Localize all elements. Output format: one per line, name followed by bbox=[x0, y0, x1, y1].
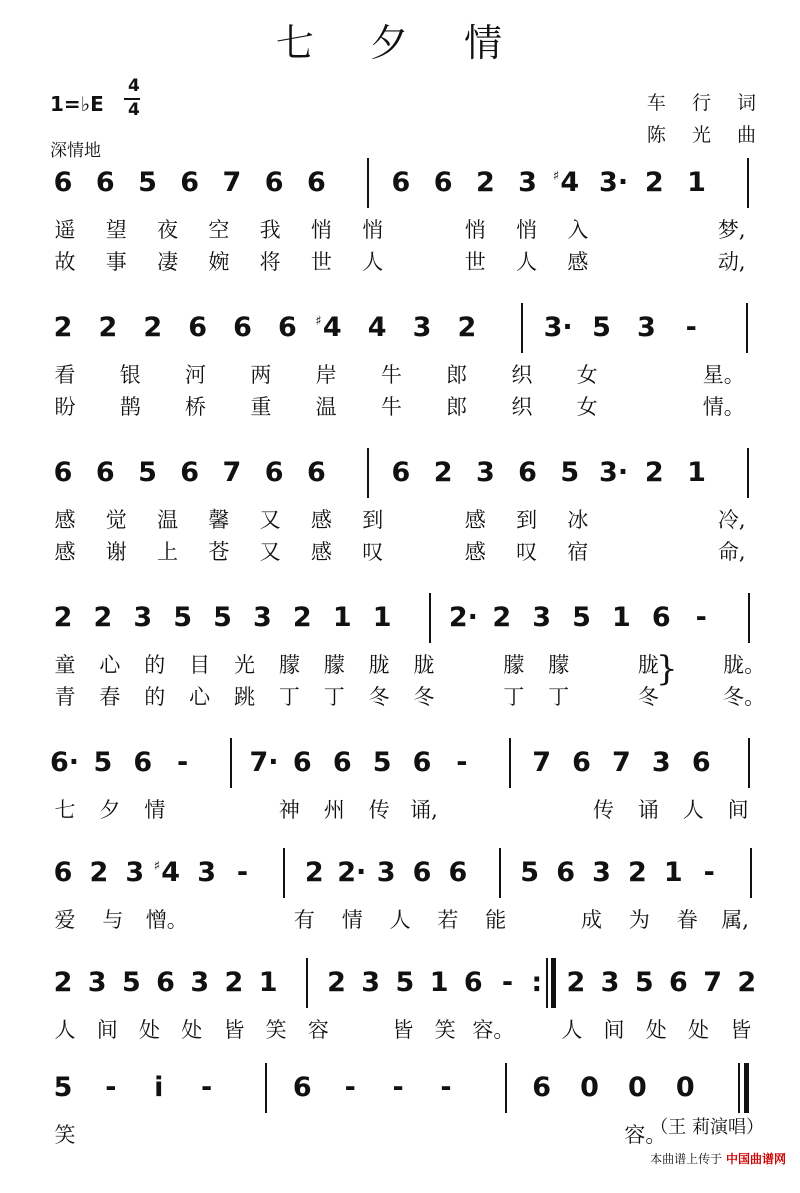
note: 6 bbox=[651, 602, 671, 633]
note: 2 bbox=[143, 312, 163, 343]
note: 1 bbox=[429, 967, 449, 998]
bar-line bbox=[744, 1063, 749, 1113]
note: 1 bbox=[663, 857, 683, 888]
sharp-accidental: ♯ bbox=[153, 859, 160, 874]
lyric-char: 命, bbox=[717, 540, 746, 564]
note: 1 bbox=[687, 167, 706, 198]
note: 2 bbox=[53, 312, 73, 343]
note: 1 bbox=[258, 967, 278, 998]
note: 3 bbox=[475, 457, 495, 488]
lyric-char: 感 bbox=[310, 540, 332, 564]
note: 7 bbox=[222, 457, 242, 488]
note: - bbox=[695, 602, 707, 633]
bar-line bbox=[367, 158, 369, 208]
key-signature: 1=♭E bbox=[50, 92, 104, 116]
lyric-char: 夕 bbox=[99, 798, 121, 822]
lyric-char: 望 bbox=[105, 218, 127, 242]
lyric-char: 冬 bbox=[637, 685, 659, 709]
lyric-char: 织 bbox=[511, 395, 533, 419]
lyric-char: 到 bbox=[516, 508, 538, 532]
lyric-char: 女 bbox=[576, 395, 598, 419]
note: 3 bbox=[600, 967, 620, 998]
lyric-char: 觉 bbox=[105, 508, 127, 532]
note: 6 bbox=[180, 167, 200, 198]
lyric-char: 朦 bbox=[278, 653, 300, 677]
lyric-char: 悄 bbox=[310, 218, 332, 242]
note: 3 bbox=[361, 967, 381, 998]
lyric-char: 容 bbox=[307, 1018, 329, 1042]
lyric-char: 人 bbox=[682, 798, 704, 822]
lyric-char: 苍 bbox=[208, 540, 230, 564]
note: - bbox=[501, 967, 514, 998]
note: 3 bbox=[518, 167, 537, 198]
lyric-char: 牛 bbox=[380, 363, 402, 387]
lyric-char: 星。 bbox=[702, 363, 745, 387]
note: - bbox=[236, 857, 249, 888]
lyric-char: 笑 bbox=[54, 1123, 76, 1147]
lyric-char: 胧 bbox=[413, 653, 435, 677]
note: 2 bbox=[492, 602, 512, 633]
lyric-char: 与 bbox=[102, 908, 124, 932]
score-row bbox=[0, 603, 800, 723]
lyric-char: 处 bbox=[138, 1018, 160, 1042]
note: 6 bbox=[669, 967, 688, 998]
note: 2 bbox=[224, 967, 244, 998]
note: 6 bbox=[156, 967, 175, 998]
note: 2 bbox=[89, 857, 109, 888]
lyric-char: 盼 bbox=[54, 395, 76, 419]
lyric-char: 人 bbox=[389, 908, 411, 932]
note: 2 bbox=[627, 857, 647, 888]
lyric-char: 郎 bbox=[446, 363, 468, 387]
bar-line bbox=[265, 1063, 267, 1113]
song-title: 七 夕 情 bbox=[275, 21, 525, 65]
note: 6 bbox=[264, 167, 284, 198]
lyric-char: 目 bbox=[189, 653, 211, 677]
lyric-char: 处 bbox=[181, 1018, 203, 1042]
note: 4 bbox=[367, 312, 387, 343]
lyric-char: 情。 bbox=[702, 395, 745, 419]
bar-line bbox=[748, 593, 750, 643]
note: 6 bbox=[53, 457, 73, 488]
note: 3 bbox=[133, 602, 153, 633]
lyric-char: 事 bbox=[105, 250, 127, 274]
lyric-char: 州 bbox=[323, 798, 345, 822]
lyric-char: 悄 bbox=[464, 218, 486, 242]
note: - bbox=[200, 1072, 213, 1103]
lyric-char: 遥 bbox=[54, 218, 76, 242]
bar-line bbox=[283, 848, 285, 898]
lyric-char: 诵 bbox=[637, 798, 659, 822]
note: 2 bbox=[566, 967, 586, 998]
bar-line bbox=[747, 448, 749, 498]
note: 2 bbox=[304, 857, 324, 888]
lyric-char: 传 bbox=[593, 798, 614, 822]
note: 6 bbox=[556, 857, 575, 888]
note: 3· bbox=[599, 457, 629, 488]
lyric-char: 银 bbox=[119, 363, 141, 387]
note: 5 bbox=[173, 602, 193, 633]
note: 2 bbox=[475, 167, 495, 198]
note: 5 bbox=[560, 457, 580, 488]
footer-prefix: 本曲谱上传于 bbox=[650, 1152, 723, 1166]
lyric-char: 重 bbox=[250, 395, 272, 419]
lyric-char: 又 bbox=[259, 540, 281, 564]
lyric-char: 能 bbox=[485, 908, 507, 932]
lyric-char: 冬 bbox=[413, 685, 435, 709]
sharp-accidental: ♯ bbox=[315, 314, 322, 329]
note: 5 bbox=[395, 967, 415, 998]
lyric-char: 看 bbox=[54, 363, 76, 387]
note: 3 bbox=[125, 857, 145, 888]
note: 7· bbox=[249, 747, 279, 778]
lyric-char: 属, bbox=[721, 908, 749, 932]
lyric-char: 传 bbox=[368, 798, 390, 822]
lyric-char: 为 bbox=[628, 908, 650, 932]
score-row bbox=[0, 458, 800, 578]
note: 2· bbox=[448, 602, 478, 633]
site-logo: 中国曲谱网 bbox=[725, 1152, 786, 1166]
score-row bbox=[0, 748, 800, 868]
lyric-char: 处 bbox=[645, 1018, 667, 1042]
bar-line bbox=[505, 1063, 507, 1113]
lyric-char: 朦 bbox=[548, 653, 570, 677]
lyric-char: 成 bbox=[581, 908, 603, 932]
note: 6· bbox=[50, 747, 80, 778]
note: 3· bbox=[543, 312, 573, 343]
lyric-char: 人 bbox=[54, 1018, 76, 1042]
note: 6 bbox=[391, 167, 411, 198]
note: - bbox=[440, 1072, 452, 1103]
bar-line bbox=[509, 738, 511, 788]
lyric-char: 我 bbox=[259, 218, 281, 242]
lyric-char: 到 bbox=[362, 508, 384, 532]
lyric-char: 春 bbox=[99, 685, 121, 709]
lyric-char: 世 bbox=[464, 250, 486, 274]
lyric-char: 上 bbox=[157, 540, 179, 564]
lyric-char: 悄 bbox=[516, 218, 538, 242]
note: 6 bbox=[188, 312, 208, 343]
note: 3 bbox=[253, 602, 272, 633]
note: 6 bbox=[412, 857, 432, 888]
lyric-char: 感 bbox=[54, 508, 76, 532]
bar-line bbox=[429, 593, 431, 643]
lyric-char: 丁 bbox=[323, 685, 345, 709]
lyric-char: 心 bbox=[189, 685, 211, 709]
lyric-char: 馨 bbox=[208, 508, 230, 532]
lyric-char: 有 bbox=[293, 908, 315, 932]
note: - bbox=[177, 747, 189, 778]
note: 3 bbox=[651, 747, 671, 778]
lyric-char: 凄 bbox=[157, 250, 179, 274]
lyric-char: 处 bbox=[688, 1018, 710, 1042]
lyric-char: 皆 bbox=[730, 1018, 752, 1042]
lyric-char: 间 bbox=[603, 1018, 625, 1042]
note: 6 bbox=[463, 967, 483, 998]
composer-credit: 陈 光 曲 bbox=[646, 124, 766, 146]
lyric-char: 宿 bbox=[567, 540, 589, 564]
note: 0 bbox=[675, 1072, 695, 1103]
note: 6 bbox=[292, 747, 312, 778]
note: 3· bbox=[599, 167, 629, 198]
lyric-char: 动, bbox=[717, 250, 746, 274]
lyric-char: 的 bbox=[144, 685, 166, 709]
note: 1 bbox=[372, 602, 392, 633]
note: 0 bbox=[580, 1072, 599, 1103]
lyric-char: 感 bbox=[464, 508, 486, 532]
score-row bbox=[0, 858, 800, 978]
lyric-char: 空 bbox=[208, 218, 230, 242]
verse-brace: } bbox=[656, 649, 678, 689]
note: ♯ 4 bbox=[158, 858, 184, 888]
lyric-char: 青 bbox=[54, 685, 76, 709]
note: 2 bbox=[327, 967, 346, 998]
lyric-char: 冰 bbox=[567, 508, 589, 532]
lyric-char: 间 bbox=[727, 798, 749, 822]
lyric-char: 桥 bbox=[185, 395, 207, 419]
sharp-accidental: ♯ bbox=[552, 169, 560, 184]
bar-line bbox=[367, 448, 369, 498]
lyric-char: 感 bbox=[464, 540, 486, 564]
note: 6 bbox=[332, 747, 352, 778]
note: 6 bbox=[180, 457, 200, 488]
lyric-char: 感 bbox=[310, 508, 332, 532]
lyric-char: 心 bbox=[99, 653, 121, 677]
lyric-char: 岸 bbox=[315, 363, 337, 387]
lyric-char: 悄 bbox=[362, 218, 384, 242]
lyric-char: 情 bbox=[341, 908, 363, 932]
lyric-char: 跳 bbox=[234, 685, 255, 709]
note: 6 bbox=[133, 747, 153, 778]
note: 5 bbox=[372, 747, 392, 778]
lyric-char: 间 bbox=[96, 1018, 118, 1042]
note: - bbox=[392, 1072, 404, 1103]
note: 6 bbox=[307, 167, 326, 198]
lyric-char: 郎 bbox=[446, 395, 468, 419]
note: - bbox=[105, 1072, 117, 1103]
note: 2 bbox=[737, 967, 757, 998]
note: 2 bbox=[53, 967, 73, 998]
note: 7 bbox=[703, 967, 722, 998]
note: 6 bbox=[95, 167, 115, 198]
lyricist-credit: 车 行 词 bbox=[646, 92, 766, 114]
note: 6 bbox=[691, 747, 711, 778]
lyric-char: 胧。 bbox=[723, 653, 766, 677]
note: 5 bbox=[138, 167, 157, 198]
lyric-char: 神 bbox=[278, 798, 300, 822]
singer-credit: （王 莉演唱） bbox=[650, 1117, 764, 1138]
note: 2 bbox=[53, 602, 73, 633]
note: 7 bbox=[222, 167, 242, 198]
note: 0 bbox=[627, 1072, 647, 1103]
lyric-char: 胧 bbox=[637, 653, 659, 677]
note: 7 bbox=[612, 747, 631, 778]
note: - bbox=[685, 312, 697, 343]
note: 7 bbox=[532, 747, 552, 778]
time-signature-den: 4 bbox=[128, 100, 140, 120]
note: ♯ 4 bbox=[557, 168, 583, 198]
lyric-char: 感 bbox=[54, 540, 76, 564]
bar-line bbox=[748, 738, 750, 788]
note: 6 bbox=[53, 167, 73, 198]
note: 3 bbox=[532, 602, 552, 633]
note: 6 bbox=[532, 1072, 552, 1103]
lyric-char: 笑 bbox=[434, 1018, 456, 1042]
note: 2 bbox=[93, 602, 113, 633]
note: 3 bbox=[412, 312, 432, 343]
lyric-char: 两 bbox=[250, 363, 272, 387]
bar-line bbox=[499, 848, 501, 898]
lyric-char: 叹 bbox=[362, 540, 384, 564]
lyric-char: 冷, bbox=[717, 508, 746, 532]
note: 2 bbox=[457, 312, 477, 343]
lyric-char: 女 bbox=[576, 363, 598, 387]
note: 3 bbox=[87, 967, 107, 998]
note: 5 bbox=[93, 747, 113, 778]
bar-line bbox=[747, 158, 749, 208]
note: 5 bbox=[634, 967, 654, 998]
note: 5 bbox=[592, 312, 611, 343]
bar-line bbox=[306, 958, 308, 1008]
note: 6 bbox=[391, 457, 411, 488]
note: - bbox=[344, 1072, 356, 1103]
note: 6 bbox=[95, 457, 115, 488]
lyric-char: 人 bbox=[561, 1018, 583, 1042]
note: 2 bbox=[644, 167, 664, 198]
note: 3 bbox=[636, 312, 656, 343]
lyric-char: 皆 bbox=[392, 1018, 414, 1042]
lyric-char: 世 bbox=[310, 250, 332, 274]
lyric-char: 爱 bbox=[54, 908, 76, 932]
note: 6 bbox=[412, 747, 432, 778]
note: 6 bbox=[572, 747, 591, 778]
lyric-char: 叹 bbox=[516, 540, 538, 564]
lyric-char: 又 bbox=[259, 508, 281, 532]
footer-credit bbox=[650, 1150, 786, 1167]
lyric-char: 憎。 bbox=[145, 908, 188, 932]
lyric-char: 谢 bbox=[105, 540, 127, 564]
lyric-char: 眷 bbox=[676, 908, 698, 932]
lyric-char: 梦, bbox=[717, 218, 746, 242]
score-row bbox=[0, 168, 800, 288]
lyric-char: 笑 bbox=[265, 1018, 287, 1042]
bar-line bbox=[750, 848, 752, 898]
lyric-char: 冬 bbox=[368, 685, 390, 709]
tempo-marking: 深情地 bbox=[50, 141, 101, 161]
lyric-char: 人 bbox=[516, 250, 538, 274]
score-row bbox=[0, 968, 800, 1088]
note: 6 bbox=[433, 167, 453, 198]
note: 6 bbox=[307, 457, 326, 488]
lyric-char: 冬。 bbox=[723, 685, 766, 709]
note: 6 bbox=[53, 857, 73, 888]
note: 2 bbox=[644, 457, 664, 488]
score-row bbox=[0, 313, 800, 433]
lyric-char: 感 bbox=[567, 250, 589, 274]
note: ♯ 4 bbox=[319, 313, 345, 343]
lyric-char: 光 bbox=[234, 653, 255, 677]
bar-line bbox=[551, 958, 556, 1008]
lyric-char: 容。 bbox=[472, 1018, 515, 1042]
note: 6 bbox=[233, 312, 252, 343]
lyric-char: 丁 bbox=[503, 685, 525, 709]
note: 5 bbox=[520, 857, 540, 888]
lyric-char: 婉 bbox=[208, 250, 230, 274]
lyric-char: 容。 bbox=[624, 1123, 667, 1147]
lyric-char: 七 bbox=[54, 798, 76, 822]
note: 3 bbox=[197, 857, 216, 888]
note: 6 bbox=[277, 312, 297, 343]
lyric-char: 温 bbox=[315, 395, 337, 419]
note: 3 bbox=[592, 857, 611, 888]
note: 5 bbox=[213, 602, 232, 633]
lyric-char: 鹊 bbox=[119, 395, 141, 419]
repeat-sign: : bbox=[531, 967, 543, 998]
note: - bbox=[456, 747, 468, 778]
note: 6 bbox=[264, 457, 284, 488]
lyric-char: 朦 bbox=[323, 653, 345, 677]
note: 6 bbox=[292, 1072, 312, 1103]
lyric-char: 入 bbox=[567, 218, 589, 242]
note: i bbox=[154, 1072, 164, 1103]
bar-line bbox=[738, 1063, 740, 1113]
lyric-char: 的 bbox=[144, 653, 166, 677]
lyric-char: 丁 bbox=[548, 685, 570, 709]
lyric-char: 夜 bbox=[157, 218, 179, 242]
lyric-char: 若 bbox=[437, 908, 459, 932]
lyric-char: 故 bbox=[54, 250, 76, 274]
lyric-char: 丁 bbox=[278, 685, 300, 709]
lyric-char: 童 bbox=[54, 653, 76, 677]
note: 3 bbox=[376, 857, 396, 888]
lyric-char: 情 bbox=[144, 798, 166, 822]
bar-line bbox=[746, 303, 748, 353]
lyric-char: 织 bbox=[511, 363, 533, 387]
note: 6 bbox=[448, 857, 468, 888]
bar-line bbox=[230, 738, 232, 788]
lyric-char: 诵, bbox=[410, 798, 438, 822]
bar-line bbox=[521, 303, 523, 353]
note: 5 bbox=[572, 602, 591, 633]
note: 5 bbox=[53, 1072, 73, 1103]
note: 5 bbox=[138, 457, 157, 488]
note: 6 bbox=[518, 457, 537, 488]
note: 3 bbox=[190, 967, 210, 998]
note: 1 bbox=[612, 602, 631, 633]
lyric-char: 将 bbox=[259, 250, 281, 274]
note: 2 bbox=[98, 312, 118, 343]
lyric-char: 牛 bbox=[380, 395, 402, 419]
note: 2 bbox=[292, 602, 312, 633]
lyric-char: 朦 bbox=[503, 653, 525, 677]
note: 1 bbox=[687, 457, 706, 488]
note: 5 bbox=[121, 967, 141, 998]
note: - bbox=[703, 857, 715, 888]
note: 2 bbox=[433, 457, 453, 488]
note: 2· bbox=[337, 857, 367, 888]
lyric-char: 胧 bbox=[368, 653, 390, 677]
lyric-char: 河 bbox=[185, 363, 207, 387]
lyric-char: 皆 bbox=[223, 1018, 245, 1042]
lyric-char: 人 bbox=[362, 250, 384, 274]
lyric-char: 温 bbox=[157, 508, 179, 532]
time-signature-num: 4 bbox=[128, 76, 140, 96]
note: 1 bbox=[332, 602, 352, 633]
